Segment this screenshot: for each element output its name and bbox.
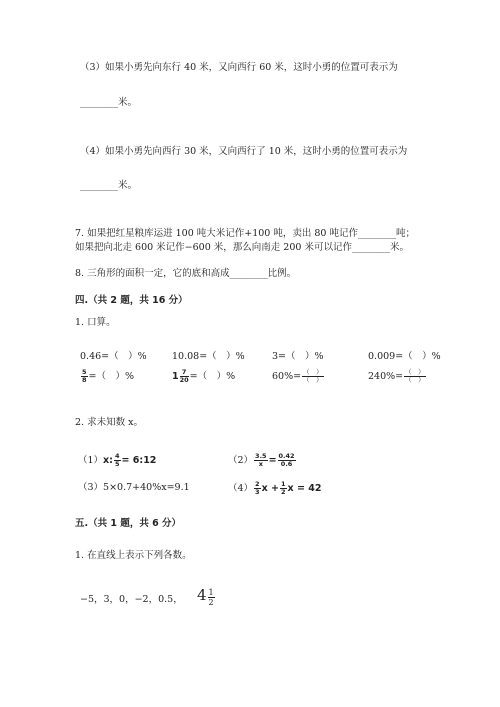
fraction: $\frac{3.5}{x}$ xyxy=(255,452,267,468)
equation-1: （1）x: $\frac{4}{5}$ = 6:12 xyxy=(78,452,157,468)
q3-text: （3）如果小勇先向东行 40 米，又向西行 60 米，这时小勇的位置可表示为 xyxy=(80,62,398,73)
fraction: $\frac{( )}{( )}$ xyxy=(303,368,323,384)
calc-5: $\frac{5}{8}$ =（ ）% xyxy=(82,368,135,384)
calc-4: 0.009=（ ）% xyxy=(368,351,441,362)
fraction: $\frac{4}{5}$ xyxy=(114,452,120,468)
fraction: $\frac{5}{8}$ xyxy=(82,368,87,384)
q8-text: 8. 三角形的面积一定，它的底和高成________比例。 xyxy=(75,268,297,279)
fraction: $\frac{( )}{( )}$ xyxy=(405,368,425,384)
calc-8: 240%= $\frac{( )}{( )}$ xyxy=(368,368,425,384)
q7-line2: 如果把向北走 600 米记作−600 米，那么向南走 200 米可以记作________米。 xyxy=(75,242,409,253)
q4-text: （4）如果小勇先向西行 30 米，又向西行了 10 米，这时小勇的位置可表示为 xyxy=(80,146,408,157)
equation-3: （3）5×0.7+40%x=9.1 xyxy=(78,482,190,493)
q3-answer-blank[interactable]: ________米。 xyxy=(80,97,138,108)
number-list: −5，3，0，−2，0.5， xyxy=(80,594,183,605)
equation-2: （2） $\frac{3.5}{x}$ = $\frac{0.42}{0.6}$ xyxy=(228,452,295,468)
q7-line1: 7. 如果把红星粮库运进 100 吨大米记作+100 吨，卖出 80 吨记作________吨； xyxy=(75,228,415,239)
section-4-heading: 四.（共 2 题，共 16 分） xyxy=(75,295,188,306)
fraction: $\frac{1}{2}$ xyxy=(280,480,286,496)
calc-2: 10.08=（ ）% xyxy=(172,351,245,362)
section-5-heading: 五.（共 1 题，共 6 分） xyxy=(75,518,182,529)
equation-4: （4） $\frac{2}{3}$ x + $\frac{1}{2}$ x = 42 xyxy=(228,480,322,496)
fraction: $\frac{2}{3}$ xyxy=(255,480,260,496)
calc-7: 60%= $\frac{( )}{( )}$ xyxy=(272,368,323,384)
q4-answer-blank[interactable]: ________米。 xyxy=(80,180,138,191)
calc-1: 0.46=（ ）% xyxy=(80,351,147,362)
q4-1-title: 1. 口算。 xyxy=(75,317,116,328)
q5-1-title: 1. 在直线上表示下列各数。 xyxy=(75,550,192,561)
q4-2-title: 2. 求未知数 x。 xyxy=(75,417,143,428)
mixed-number: 4 $\frac{1}{2}$ xyxy=(197,586,214,607)
fraction: $\frac{7}{20}$ xyxy=(179,368,189,384)
calc-6: 1 $\frac{7}{20}$ =（ ）% xyxy=(172,368,236,384)
calc-3: 3=（ ）% xyxy=(272,351,324,362)
fraction: $\frac{1}{2}$ xyxy=(208,588,214,607)
fraction: $\frac{0.42}{0.6}$ xyxy=(278,452,295,468)
